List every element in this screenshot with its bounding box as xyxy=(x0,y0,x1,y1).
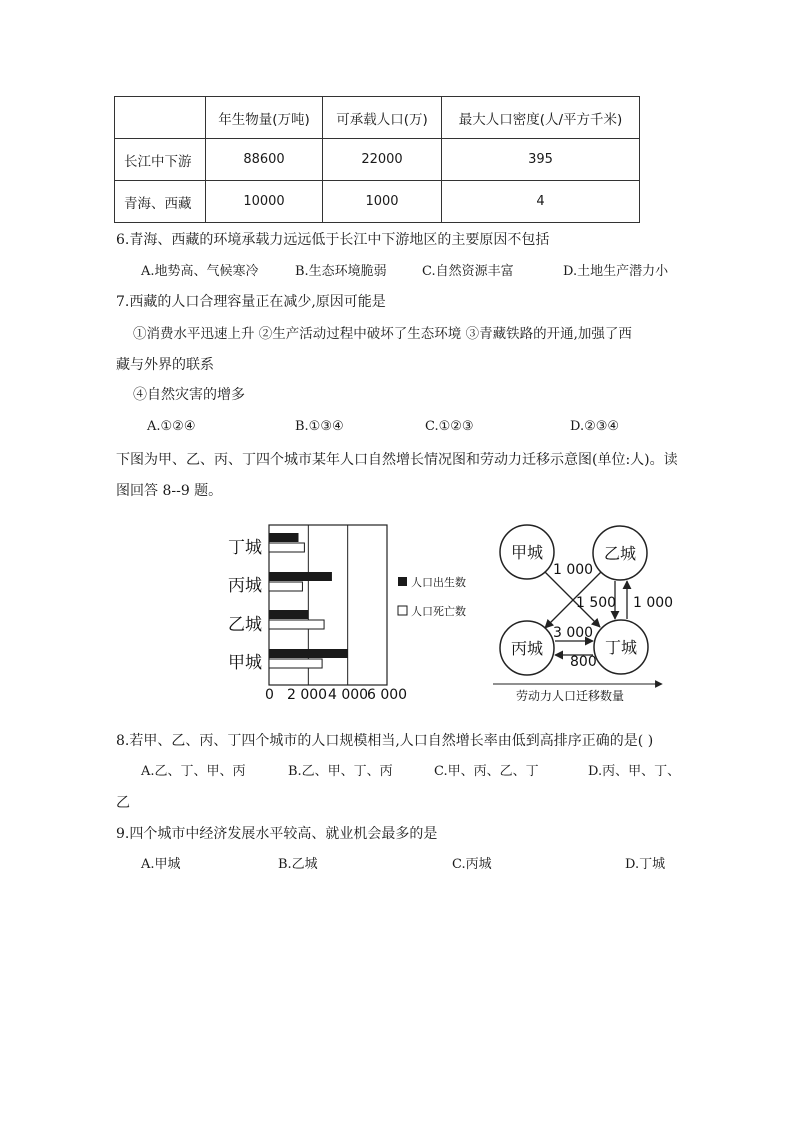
node-yi-label: 乙城 xyxy=(603,544,637,563)
bar-death-0 xyxy=(269,543,304,552)
x-tick-6000: 6 000 xyxy=(367,687,408,703)
q8-option-b: B.乙、甲、丁、丙 xyxy=(288,764,393,779)
q6-option-c: C.自然资源丰富 xyxy=(422,264,514,279)
q8-option-d-wrap: 乙 xyxy=(116,795,130,811)
q7-option-a: A.①②④ xyxy=(147,419,196,434)
question-9-stem: 9.四个城市中经济发展水平较高、就业机会最多的是 xyxy=(116,826,438,842)
q6-option-a: A.地势高、气候寒冷 xyxy=(141,264,259,279)
question-8-stem: 8.若甲、乙、丙、丁四个城市的人口规模相当,人口自然增长率由低到高排序正确的是( ) xyxy=(116,733,654,749)
q9-option-c: C.丙城 xyxy=(452,857,492,872)
figure-intro-line2: 图回答 8--9 题。 xyxy=(116,483,223,499)
q8-option-c: C.甲、丙、乙、丁 xyxy=(434,764,539,779)
q7-statements-line2: 藏与外界的联系 xyxy=(116,357,214,373)
q6-option-b: B.生态环境脆弱 xyxy=(295,264,387,279)
node-bing-label: 丙城 xyxy=(510,639,544,658)
table-cell: 1000 xyxy=(323,181,442,223)
migration-diagram xyxy=(493,525,673,703)
bar-death-1 xyxy=(269,582,302,591)
bar-death-2 xyxy=(269,620,324,629)
legend-death-label: 人口死亡数 xyxy=(411,605,466,618)
q6-option-d: D.土地生产潜力小 xyxy=(563,264,669,279)
x-tick-2000: 2 000 xyxy=(287,687,328,703)
bar-birth-0 xyxy=(269,533,299,542)
table-cell: 10000 xyxy=(206,181,323,223)
question-6-stem: 6.青海、西藏的环境承载力远远低于长江中下游地区的主要原因不包括 xyxy=(116,232,550,248)
table-header-cell: 年生物量(万吨) xyxy=(206,97,323,139)
q7-option-c: C.①②③ xyxy=(425,419,474,434)
q7-statements-line3: ④自然灾害的增多 xyxy=(133,387,245,403)
bar-death-3 xyxy=(269,659,322,668)
bar-birth-1 xyxy=(269,572,332,581)
q7-option-d: D.②③④ xyxy=(570,419,620,434)
city-label-bing: 丙城 xyxy=(228,576,262,596)
table-header-cell: 可承载人口(万) xyxy=(323,97,442,139)
q9-option-a: A.甲城 xyxy=(141,857,181,872)
x-tick-4000: 4 000 xyxy=(328,687,369,703)
q7-option-b: B.①③④ xyxy=(295,419,344,434)
bar-birth-2 xyxy=(269,610,308,619)
city-label-jia: 甲城 xyxy=(228,653,262,673)
city-label-ding: 丁城 xyxy=(228,538,262,558)
table-cell: 88600 xyxy=(206,139,323,181)
x-tick-0: 0 xyxy=(265,687,274,703)
q7-statements-line1: ①消费水平迅速上升 ②生产活动过程中破坏了生态环境 ③青藏铁路的开通,加强了西 xyxy=(133,326,632,342)
q9-option-d: D.丁城 xyxy=(625,857,666,872)
question-7-stem: 7.西藏的人口合理容量正在减少,原因可能是 xyxy=(116,294,386,310)
table-cell: 395 xyxy=(442,139,640,181)
table-cell: 4 xyxy=(442,181,640,223)
q9-option-b: B.乙城 xyxy=(278,857,318,872)
migration-caption: 劳动力人口迁移数量 xyxy=(516,689,625,703)
table-cell: 22000 xyxy=(323,139,442,181)
node-jia-label: 甲城 xyxy=(510,543,544,562)
legend-birth-swatch xyxy=(398,577,407,586)
migration-label-1500: 1 500 xyxy=(576,595,617,611)
table-cell: 长江中下游 xyxy=(115,139,206,181)
bar-chart xyxy=(228,525,466,703)
migration-label-800: 800 xyxy=(570,654,597,670)
q8-option-d: D.丙、甲、丁、 xyxy=(588,764,681,779)
migration-label-1000-right: 1 000 xyxy=(633,595,674,611)
legend-death-swatch xyxy=(398,606,407,615)
table-header-cell: 最大人口密度(人/平方千米) xyxy=(442,97,640,139)
node-ding-label: 丁城 xyxy=(604,638,638,657)
migration-label-1000-top: 1 000 xyxy=(553,562,594,578)
legend-birth-label: 人口出生数 xyxy=(411,576,466,589)
table-cell: 青海、西藏 xyxy=(115,181,206,223)
bar-birth-3 xyxy=(269,649,348,658)
figure-intro-line1: 下图为甲、乙、丙、丁四个城市某年人口自然增长情况图和劳动力迁移示意图(单位:人)。读 xyxy=(116,452,678,468)
city-label-yi: 乙城 xyxy=(228,615,262,635)
q8-option-a: A.乙、丁、甲、丙 xyxy=(141,764,246,779)
migration-label-3000: 3 000 xyxy=(553,625,594,641)
